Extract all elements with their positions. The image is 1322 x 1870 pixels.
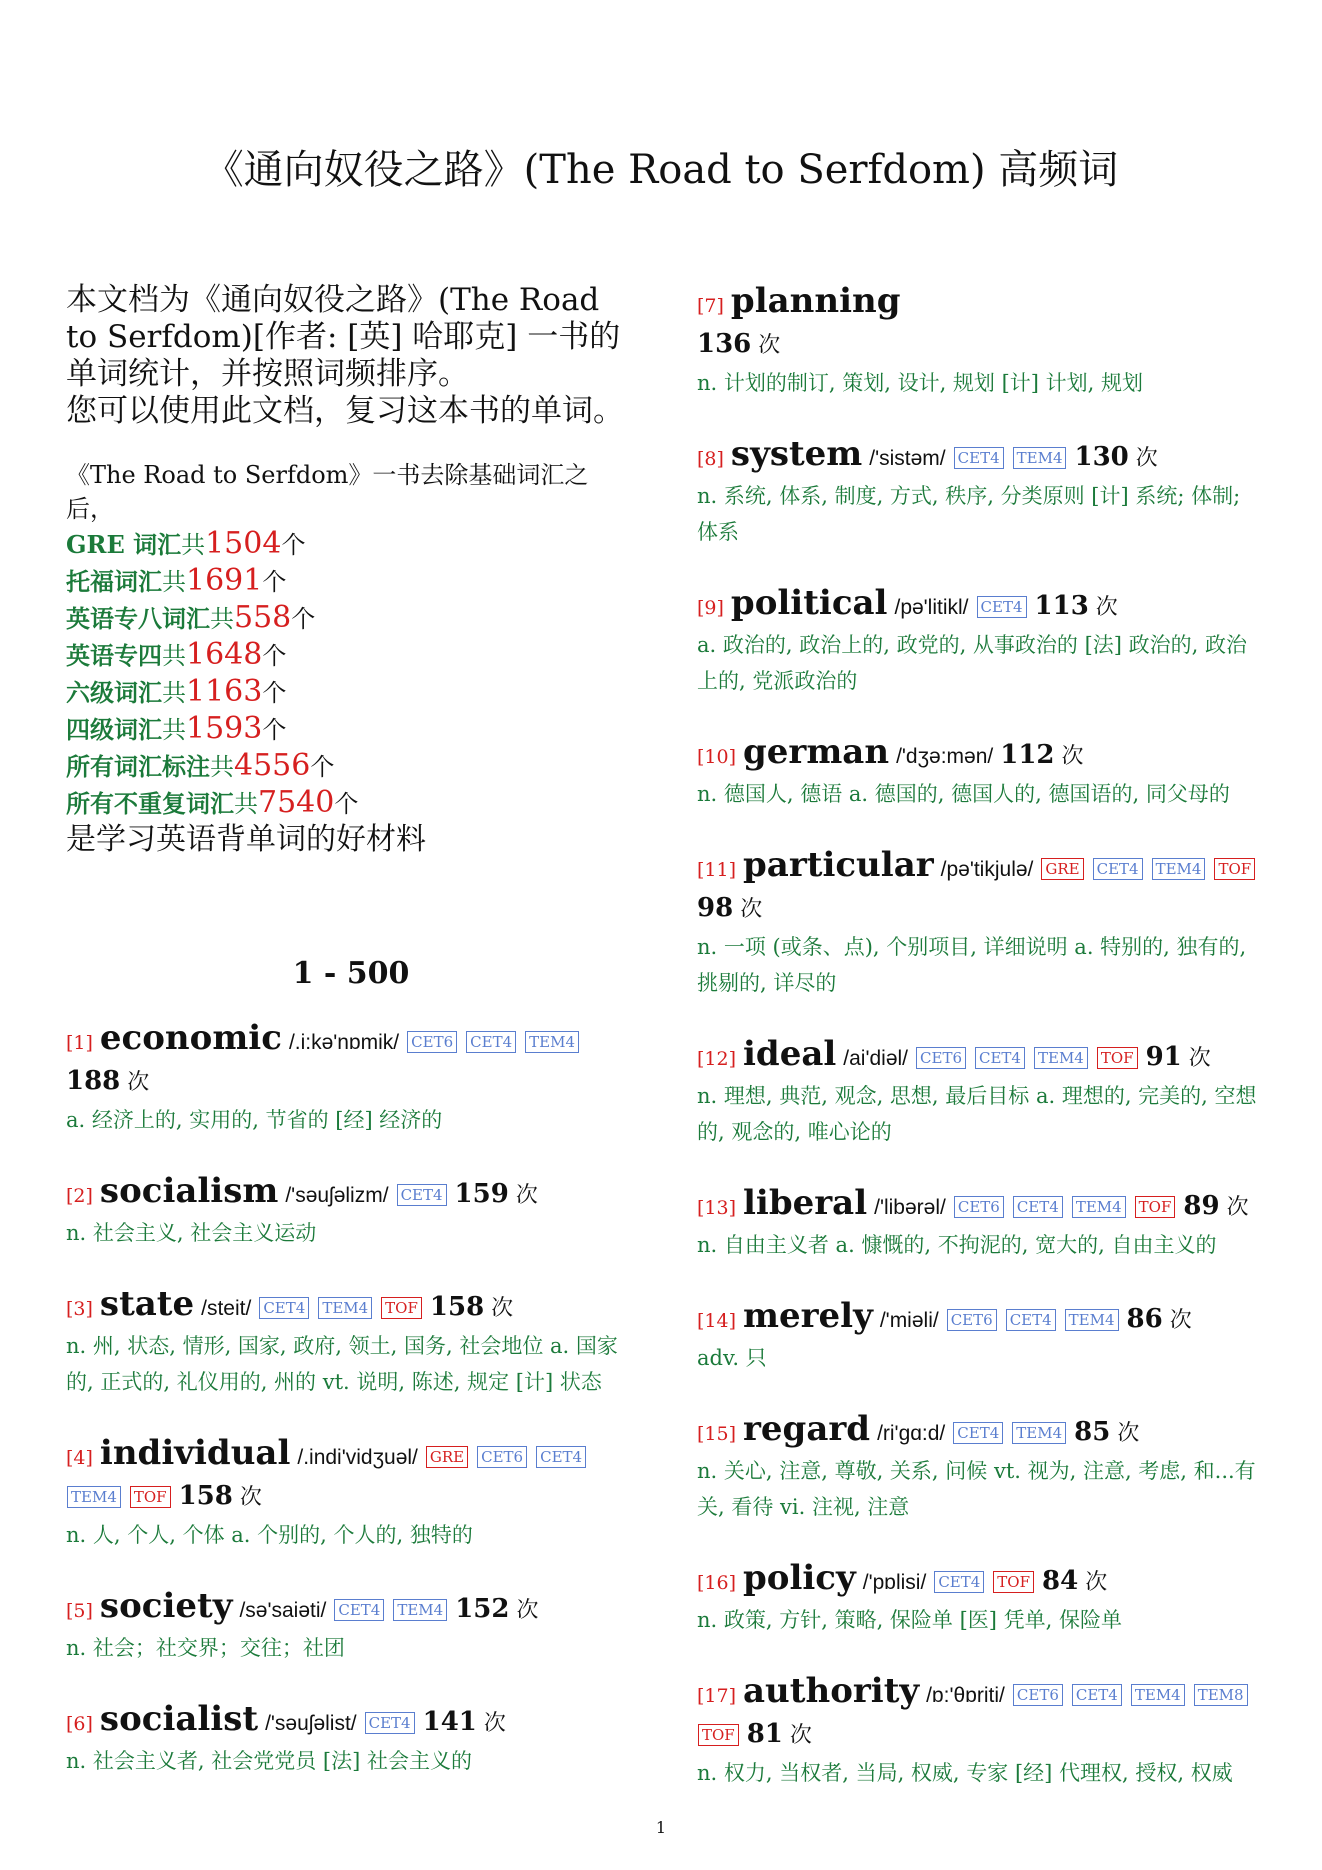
entry-index: [13] — [697, 1197, 737, 1219]
entry-list-right — [697, 282, 1267, 1791]
entry-header — [697, 282, 1267, 365]
entry-count: 84 — [1042, 1566, 1079, 1596]
stat-unit: 个 — [310, 753, 335, 781]
entry-definition: n. 政策, 方针, 策略, 保险单 [医] 凭单, 保险单 — [697, 1608, 1123, 1632]
stat-count: 1593 — [186, 711, 263, 746]
vocab-tag: TOF — [130, 1486, 171, 1508]
count-suffix: 次 — [1117, 1421, 1140, 1446]
vocab-tag: CET4 — [259, 1297, 309, 1319]
entry-index: [8] — [697, 448, 724, 470]
entry-definition: n. 权力, 当权者, 当局, 权威, 专家 [经] 代理权, 授权, 权威 — [697, 1761, 1233, 1785]
vocab-tag: GRE — [1041, 858, 1083, 880]
entry-header — [697, 1184, 1267, 1227]
vocab-tag: TEM4 — [525, 1031, 579, 1053]
vocab-tag: CET6 — [954, 1196, 1004, 1218]
stat-gong: 共 — [181, 531, 206, 559]
entry-index: [3] — [66, 1298, 93, 1320]
vocab-tag: CET4 — [397, 1184, 447, 1206]
count-suffix: 次 — [1188, 1046, 1211, 1071]
left-column — [66, 282, 636, 1813]
count-suffix: 次 — [483, 1711, 506, 1736]
count-suffix: 次 — [1226, 1195, 1249, 1220]
entry-count: 188 — [66, 1066, 121, 1096]
entry-phonetic: /'libərəl/ — [874, 1196, 946, 1219]
entry-count: 91 — [1145, 1042, 1182, 1072]
word-entry — [697, 282, 1267, 401]
stat-gong: 共 — [210, 605, 234, 633]
entry-index: [12] — [697, 1048, 737, 1070]
entry-count: 85 — [1074, 1417, 1111, 1447]
entry-word: merely — [743, 1296, 873, 1336]
entry-phonetic: /steit/ — [201, 1297, 252, 1320]
stat-unit: 个 — [262, 642, 287, 670]
entry-count: 81 — [746, 1719, 783, 1749]
stat-count: 4556 — [234, 748, 311, 783]
vocab-tag: TOF — [993, 1571, 1034, 1593]
entry-word: policy — [743, 1558, 856, 1598]
count-suffix: 次 — [1085, 1570, 1108, 1595]
entry-definition: n. 社会主义, 社会主义运动 — [66, 1221, 317, 1245]
entry-word: state — [99, 1284, 195, 1324]
word-entry — [697, 584, 1267, 699]
entry-header — [697, 584, 1267, 627]
entry-phonetic: /'miəli/ — [879, 1309, 939, 1332]
entry-count: 130 — [1074, 442, 1129, 472]
stat-count: 1504 — [205, 526, 282, 561]
entry-index: [16] — [697, 1572, 737, 1594]
entry-header — [697, 435, 1267, 478]
entry-count: 98 — [697, 893, 734, 923]
vocab-tag: TEM4 — [393, 1599, 447, 1621]
stat-count: 1691 — [186, 563, 263, 598]
vocab-tag: CET4 — [953, 1422, 1003, 1444]
entry-definition: n. 一项 (或条、点), 个别项目, 详细说明 a. 特别的, 独有的, 挑剔的, 详尽的 — [697, 935, 1247, 995]
intro-text: 本文档为《通向奴役之路》(The Road to Serfdom)[作者: [英] 哈耶克] 一书的单词统计，并按照词频排序。 您可以使用此文档，复习这本书的单词。 — [66, 282, 624, 429]
stat-line — [66, 563, 636, 600]
entry-definition: a. 经济上的, 实用的, 节省的 [经] 经济的 — [66, 1108, 443, 1132]
entry-word: economic — [99, 1018, 282, 1058]
entry-definition: n. 德国人, 德语 a. 德国的, 德国人的, 德国语的, 同父母的 — [697, 782, 1230, 806]
entry-header — [66, 1285, 636, 1328]
stat-count: 558 — [234, 600, 292, 635]
entry-count: 159 — [454, 1179, 509, 1209]
entry-word: system — [730, 434, 863, 474]
vocab-tag: TEM4 — [1012, 1422, 1066, 1444]
stat-label: 六级词汇 — [66, 678, 162, 707]
entry-index: [4] — [66, 1447, 93, 1469]
entry-word: regard — [743, 1409, 871, 1449]
entry-index: [6] — [66, 1713, 93, 1735]
entry-header — [697, 1559, 1267, 1602]
section-title: 1 - 500 — [292, 956, 410, 991]
stat-gong: 共 — [162, 679, 186, 707]
word-entry — [697, 846, 1267, 1001]
stat-label: GRE 词汇 — [66, 530, 182, 559]
count-suffix: 次 — [515, 1183, 538, 1208]
entry-header — [697, 733, 1267, 776]
stat-unit: 个 — [291, 605, 316, 633]
count-suffix: 次 — [491, 1296, 514, 1321]
entry-definition: n. 自由主义者 a. 慷慨的, 不拘泥的, 宽大的, 自由主义的 — [697, 1233, 1217, 1257]
vocab-tag: GRE — [426, 1446, 468, 1468]
stat-gong: 共 — [234, 790, 258, 818]
vocab-tag: CET4 — [466, 1031, 516, 1053]
entry-header — [66, 1019, 636, 1102]
entry-index: [5] — [66, 1600, 93, 1622]
entry-definition: n. 社会主义者, 社会党党员 [法] 社会主义的 — [66, 1749, 472, 1773]
vocab-tag: TOF — [1097, 1047, 1138, 1069]
vocab-tag: TOF — [698, 1724, 739, 1746]
word-entry — [66, 1172, 636, 1251]
stats-lead: 《The Road to Serfdom》一书去除基础词汇之后， — [66, 461, 589, 523]
vocab-tag: CET4 — [934, 1571, 984, 1593]
entry-definition: adv. 只 — [697, 1346, 767, 1370]
word-entry — [697, 1559, 1267, 1638]
entry-phonetic: /ri'gɑ:d/ — [877, 1422, 946, 1445]
entry-index: [2] — [66, 1185, 93, 1207]
vocab-tag: CET6 — [1013, 1684, 1063, 1706]
count-suffix: 次 — [1135, 446, 1158, 471]
entry-definition: n. 关心, 注意, 尊敬, 关系, 问候 vt. 视为, 注意, 考虑, 和...有关, 看待 vi. 注视, 注意 — [697, 1459, 1256, 1519]
count-suffix: 次 — [789, 1723, 812, 1748]
vocab-tag: TOF — [381, 1297, 422, 1319]
stat-line — [66, 748, 636, 785]
entry-phonetic: /'pɒlisi/ — [862, 1571, 927, 1594]
stat-gong: 共 — [162, 642, 186, 670]
entry-phonetic: /'səuʃəlist/ — [265, 1712, 357, 1735]
stat-label: 英语专四 — [66, 641, 162, 670]
stat-label: 所有词汇标注 — [66, 752, 210, 781]
entry-index: [7] — [697, 295, 724, 317]
stat-line — [66, 600, 636, 637]
vocab-tag: CET4 — [977, 596, 1027, 618]
entry-word: authority — [743, 1671, 920, 1711]
count-suffix: 次 — [758, 333, 781, 358]
entry-word: socialist — [99, 1699, 259, 1739]
stat-unit: 个 — [334, 790, 359, 818]
word-entry — [697, 435, 1267, 550]
right-column — [697, 282, 1267, 1825]
entry-word: socialism — [99, 1171, 279, 1211]
stats-tail: 是学习英语背单词的好材料 — [66, 822, 426, 857]
vocab-tag: CET4 — [334, 1599, 384, 1621]
entry-word: individual — [99, 1433, 291, 1473]
entry-header — [66, 1434, 636, 1517]
entry-index: [1] — [66, 1032, 93, 1054]
stat-label: 所有不重复词汇 — [66, 789, 234, 818]
vocab-tag: CET6 — [916, 1047, 966, 1069]
count-suffix: 次 — [1095, 595, 1118, 620]
entry-definition: n. 理想, 典范, 观念, 思想, 最后目标 a. 理想的, 完美的, 空想的, 观念的, 唯心论的 — [697, 1084, 1257, 1144]
entry-word: planning — [730, 281, 901, 321]
word-entry — [66, 1434, 636, 1553]
stat-unit: 个 — [281, 531, 306, 559]
stat-gong: 共 — [162, 568, 186, 596]
entry-count: 158 — [429, 1292, 485, 1322]
entry-word: german — [743, 732, 890, 772]
vocab-tag: CET6 — [947, 1309, 997, 1331]
stat-line — [66, 711, 636, 748]
entry-definition: n. 州, 状态, 情形, 国家, 政府, 领土, 国务, 社会地位 a. 国家的, 正式的, 礼仪用的, 州的 vt. 说明, 陈述, 规定 [计] 状态 — [66, 1334, 618, 1394]
vocab-tag: CET4 — [365, 1712, 415, 1734]
entry-header — [66, 1172, 636, 1215]
entry-count: 86 — [1126, 1304, 1163, 1334]
vocab-tag: TOF — [1214, 858, 1255, 880]
entry-header — [66, 1700, 636, 1743]
entry-definition: n. 计划的制订, 策划, 设计, 规划 [计] 计划, 规划 — [697, 371, 1144, 395]
count-suffix: 次 — [740, 897, 763, 922]
entry-phonetic: /pə'tikjulə/ — [940, 858, 1034, 881]
stat-gong: 共 — [210, 753, 234, 781]
stat-label: 英语专八词汇 — [66, 604, 210, 633]
entry-phonetic: /ɒ:'θɒriti/ — [926, 1684, 1005, 1707]
stat-gong: 共 — [162, 716, 186, 744]
count-suffix: 次 — [516, 1598, 539, 1623]
entry-header — [66, 1587, 636, 1630]
entry-definition: n. 系统, 体系, 制度, 方式, 秩序, 分类原则 [计] 系统; 体制; 体系 — [697, 484, 1241, 544]
stat-count: 1648 — [186, 637, 263, 672]
stat-label: 四级词汇 — [66, 715, 162, 744]
word-entry — [66, 1285, 636, 1400]
entry-word: political — [730, 583, 888, 623]
entry-phonetic: /.i:kə'nɒmik/ — [288, 1031, 400, 1054]
vocab-tag: TEM4 — [1131, 1684, 1185, 1706]
vocab-tag: CET4 — [1093, 858, 1143, 880]
word-entry — [697, 1297, 1267, 1376]
vocab-tag: CET4 — [954, 447, 1004, 469]
word-entry — [697, 733, 1267, 812]
entry-count: 141 — [422, 1707, 477, 1737]
vocab-tag: TEM4 — [1152, 858, 1206, 880]
entry-definition: n. 人, 个人, 个体 a. 个别的, 个人的, 独特的 — [66, 1523, 473, 1547]
entry-index: [10] — [697, 746, 737, 768]
entry-phonetic: /ai'diəl/ — [843, 1047, 909, 1070]
vocab-tag: TEM4 — [1013, 447, 1067, 469]
vocab-tag: CET4 — [975, 1047, 1025, 1069]
vocab-tag: CET4 — [1072, 1684, 1122, 1706]
vocab-tag: CET4 — [1006, 1309, 1056, 1331]
word-entry — [697, 1035, 1267, 1150]
word-entry — [697, 1410, 1267, 1525]
stat-count: 7540 — [258, 785, 335, 820]
entry-count: 152 — [455, 1594, 510, 1624]
count-suffix: 次 — [239, 1485, 262, 1510]
vocab-tag: CET4 — [536, 1446, 586, 1468]
stat-line — [66, 526, 636, 563]
entry-phonetic: /.indi'vidʒuəl/ — [297, 1446, 418, 1469]
entry-phonetic: /sə'saiəti/ — [239, 1599, 327, 1622]
entry-index: [9] — [697, 597, 724, 619]
entry-phonetic: /'sistəm/ — [869, 447, 946, 470]
entry-phonetic: /'səuʃəlizm/ — [285, 1184, 389, 1207]
entry-phonetic: /pə'litikl/ — [894, 596, 969, 619]
vocab-tag: TEM4 — [1065, 1309, 1119, 1331]
stat-line — [66, 674, 636, 711]
vocab-tag: TEM4 — [67, 1486, 121, 1508]
count-suffix: 次 — [1169, 1308, 1192, 1333]
entry-word: society — [99, 1586, 233, 1626]
stat-unit: 个 — [262, 716, 287, 744]
word-entry — [66, 1019, 636, 1138]
entry-count: 136 — [697, 329, 752, 359]
entry-word: particular — [743, 845, 934, 885]
stat-unit: 个 — [262, 679, 287, 707]
entry-phonetic: /'dʒə:mən/ — [896, 745, 994, 768]
entry-word: liberal — [743, 1183, 868, 1223]
vocab-tag: CET6 — [407, 1031, 457, 1053]
entry-header — [697, 1672, 1267, 1755]
count-suffix: 次 — [1061, 744, 1084, 769]
stat-count: 1163 — [186, 674, 263, 709]
stat-unit: 个 — [262, 568, 287, 596]
vocab-tag: TEM4 — [1034, 1047, 1088, 1069]
entry-word: ideal — [743, 1034, 837, 1074]
vocab-tag: TOF — [1135, 1196, 1176, 1218]
entry-header — [697, 846, 1267, 929]
entry-index: [15] — [697, 1423, 737, 1445]
entry-count: 112 — [1000, 740, 1055, 770]
entry-list-left — [66, 1019, 636, 1779]
count-suffix: 次 — [127, 1070, 150, 1095]
entry-header — [697, 1035, 1267, 1078]
word-entry — [697, 1672, 1267, 1791]
vocab-tag: TEM8 — [1194, 1684, 1248, 1706]
vocab-tag: TEM4 — [1072, 1196, 1126, 1218]
entry-count: 89 — [1183, 1191, 1220, 1221]
entry-header — [697, 1410, 1267, 1453]
vocab-tag: TEM4 — [318, 1297, 372, 1319]
vocab-tag: CET4 — [1013, 1196, 1063, 1218]
stat-label: 托福词汇 — [66, 567, 162, 596]
entry-index: [11] — [697, 859, 737, 881]
entry-definition: n. 社会；社交界；交往；社团 — [66, 1636, 345, 1660]
word-entry — [697, 1184, 1267, 1263]
stat-line — [66, 785, 636, 822]
entry-definition: a. 政治的, 政治上的, 政党的, 从事政治的 [法] 政治的, 政治上的, 党派政治的 — [697, 633, 1248, 693]
entry-count: 158 — [178, 1481, 233, 1511]
word-entry — [66, 1700, 636, 1779]
entry-header — [697, 1297, 1267, 1340]
word-entry — [66, 1587, 636, 1666]
page-number: 1 — [655, 1818, 667, 1837]
entry-index: [17] — [697, 1685, 737, 1707]
vocab-tag: CET6 — [477, 1446, 527, 1468]
entry-index: [14] — [697, 1310, 737, 1332]
vocab-stats — [66, 526, 636, 822]
page-title: 《通向奴役之路》(The Road to Serfdom) 高频词 — [203, 147, 1119, 193]
stat-line — [66, 637, 636, 674]
entry-count: 113 — [1034, 591, 1089, 621]
